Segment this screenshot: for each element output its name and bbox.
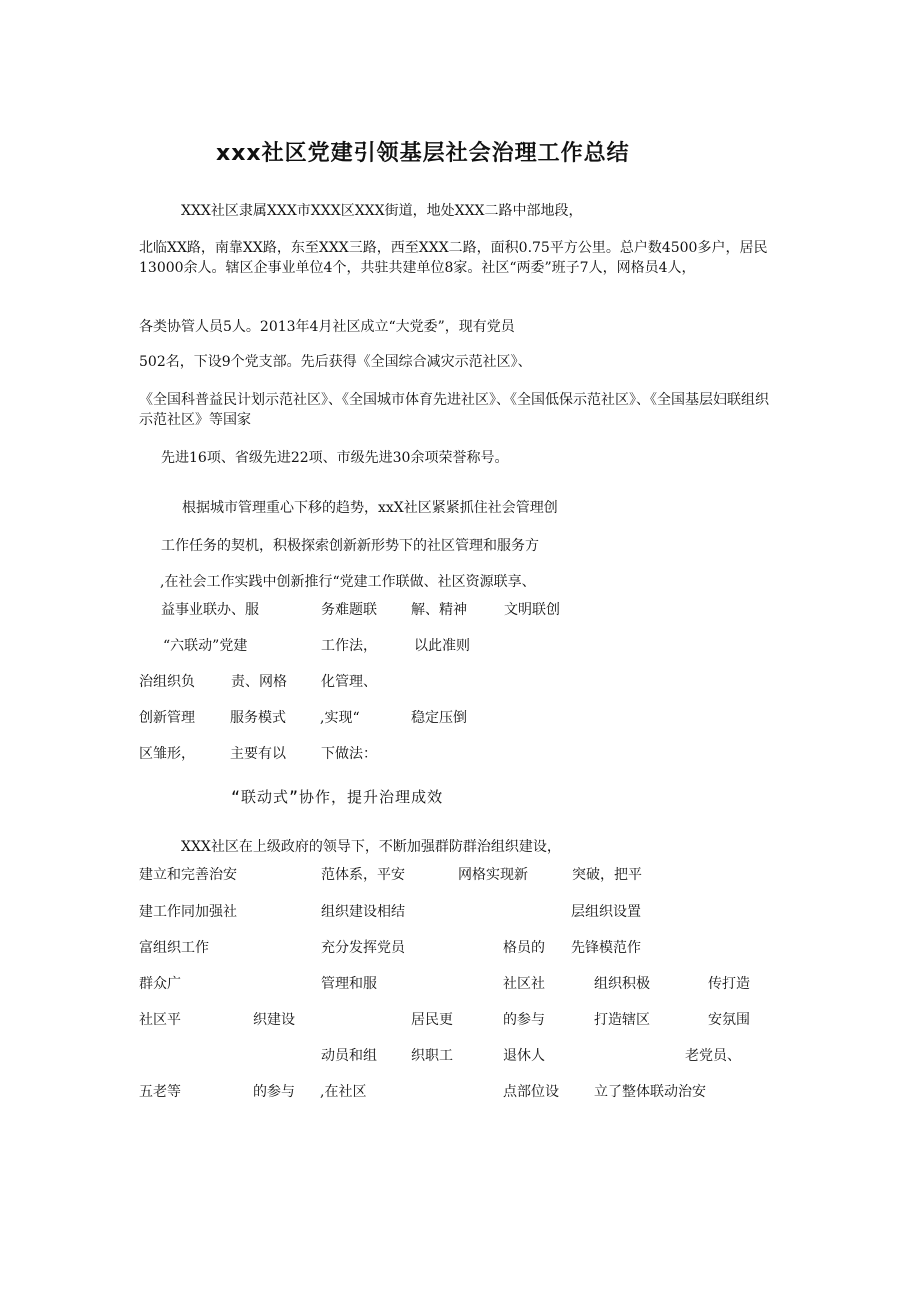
grid1-fragment: 主要有以 — [230, 746, 286, 762]
grid2-fragment: 打造辖区 — [594, 1012, 650, 1028]
grid1-fragment: ,实现“ — [320, 710, 360, 726]
grid2-fragment: 群众广 — [139, 976, 181, 992]
grid1-fragment: 工作法， — [321, 638, 377, 654]
grid1-fragment: 治组织负 — [139, 674, 195, 690]
grid2-fragment: 居民更 — [411, 1012, 453, 1028]
grid1-fragment: 益事业联办、服 — [161, 602, 259, 618]
intro-line-3: 各类协管人员5人。2013年4月社区成立“大党委”，现有党员 — [139, 319, 515, 335]
grid2-fragment: 老党员、 — [685, 1048, 741, 1064]
document-title: xxx社区党建引领基层社会治理工作总结 — [216, 141, 630, 166]
grid2-fragment: 建立和完善治安 — [139, 867, 237, 883]
grid1-fragment: 务难题联 — [321, 602, 377, 618]
grid2-fragment: 安氛围 — [708, 1012, 750, 1028]
grid2-fragment: 五老等 — [139, 1084, 181, 1100]
grid1-fragment: 稳定压倒 — [411, 710, 467, 726]
para3-line-1: XXX社区在上级政府的领导下，不断加强群防群治组织建设， — [181, 839, 561, 855]
grid2-fragment: 范体系，平安 — [321, 867, 405, 883]
grid2-fragment: 动员和组 — [321, 1048, 377, 1064]
grid2-fragment: 社区社 — [503, 976, 545, 992]
grid1-fragment: 责、网格 — [231, 674, 287, 690]
grid2-fragment: 管理和服 — [321, 976, 377, 992]
grid2-fragment: 先锋模范作 — [571, 940, 641, 956]
grid2-fragment: 社区平 — [139, 1012, 181, 1028]
grid2-fragment: 传打造 — [708, 976, 750, 992]
grid2-fragment: 的参与 — [253, 1084, 295, 1100]
grid2-fragment: 富组织工作 — [139, 940, 209, 956]
intro-line-2: 北临XX路，南靠XX路，东至XXX三路，西至XXX二路，面积0.75平方公里。总户数4500多户，居民13000余人。辖区企事业单位4个，共驻共建单位8家。社区“两委”班子7人，网格员4人， — [139, 240, 768, 276]
para2-line-2: 工作任务的契机，积极探索创新新形势下的社区管理和服务方 — [161, 538, 539, 554]
intro-line-4: 502名，下设9个党支部。先后获得《全国综合减灾示范社区》、 — [139, 354, 532, 370]
grid2-fragment: 点部位设 — [503, 1084, 559, 1100]
grid2-fragment: 建工作同加强社 — [139, 904, 237, 920]
grid2-fragment: 立了整体联动治安 — [594, 1084, 706, 1100]
intro-line-1: XXX社区隶属XXX市XXX区XXX街道，地处XXX二路中部地段， — [181, 203, 583, 219]
para2-line-3: ,在社会工作实践中创新推行“党建工作联做、社区资源联享、 — [160, 574, 536, 590]
grid2-fragment: 层组织设置 — [571, 904, 641, 920]
grid2-fragment: 退休人 — [503, 1048, 545, 1064]
grid1-fragment: 以此准则 — [414, 638, 470, 654]
grid2-fragment: 充分发挥党员 — [321, 940, 405, 956]
grid2-fragment: 织职工 — [411, 1048, 453, 1064]
grid2-fragment: 格员的 — [503, 940, 545, 956]
grid2-fragment: 组织积极 — [594, 976, 650, 992]
grid2-fragment: 织建设 — [253, 1012, 295, 1028]
grid2-fragment: 的参与 — [503, 1012, 545, 1028]
grid1-fragment: 创新管理 — [139, 710, 195, 726]
grid1-fragment: 化管理、 — [321, 674, 377, 690]
para2-line-1: 根据城市管理重心下移的趋势，xxX社区紧紧抓住社会管理创 — [182, 500, 558, 516]
grid2-fragment: 组织建设相结 — [321, 904, 405, 920]
grid2-fragment: 网格实现新 — [458, 867, 528, 883]
grid1-fragment: “六联动”党建 — [163, 638, 248, 654]
intro-line-6: 先进16项、省级先进22项、市级先进30余项荣誉称号。 — [161, 450, 509, 466]
grid1-fragment: 服务模式 — [230, 710, 286, 726]
grid2-fragment: ,在社区 — [320, 1084, 367, 1100]
grid1-fragment: 解、精神 — [411, 602, 467, 618]
intro-line-5: 《全国科普益民计划示范社区》、《全国城市体育先进社区》、《全国低保示范社区》、《全国基层妇联组织示范社区》等国家 — [139, 392, 769, 428]
section-subtitle: “联动式”协作，提升治理成效 — [231, 788, 444, 806]
grid1-fragment: 文明联创 — [504, 602, 560, 618]
grid1-fragment: 下做法： — [321, 746, 377, 762]
grid1-fragment: 区雏形， — [139, 746, 195, 762]
grid2-fragment: 突破，把平 — [572, 867, 642, 883]
